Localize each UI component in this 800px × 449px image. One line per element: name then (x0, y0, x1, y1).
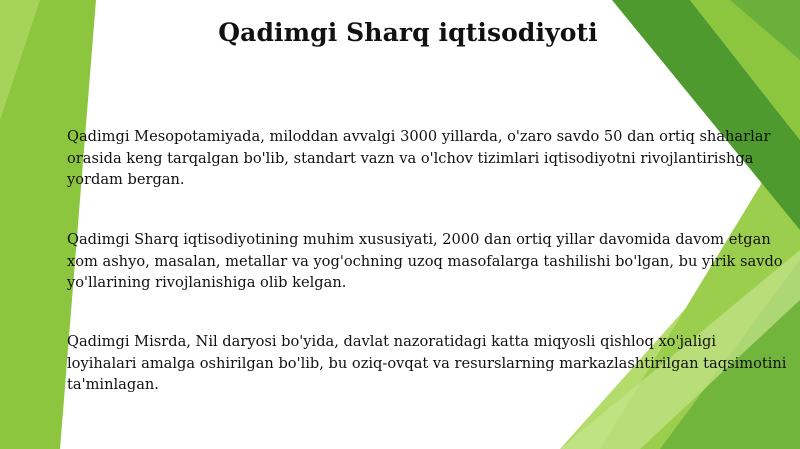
slide-title: Qadimgi Sharq iqtisodiyoti (218, 18, 598, 47)
paragraph-egypt: Qadimgi Misrda, Nil daryosi bo'yida, davlat nazoratidagi katta miqyosli qishloq xo'jaligi loyihalari amalga oshirilgan bo'lib, bu oziq-ovqat va resurslarning markazlashtirilgan taqsimotini ta'minlagan. (67, 333, 787, 393)
paragraph-ancient-east: Qadimgi Sharq iqtisodiyotining muhim xususiyati, 2000 dan ortiq yillar davomida davom etgan xom ashyo, masalan, metallar va yog'ochning uzoq masofalarga tashilishi bo'lgan, bu yirik savdo yo'llarining rivojlanishiga olib kelgan. (67, 231, 783, 291)
paragraph-mesopotamia: Qadimgi Mesopotamiyada, miloddan avvalgi 3000 yillarda, o'zaro savdo 50 dan ortiq shaharlar orasida keng tarqalgan bo'lib, standart vazn va o'lchov tizimlari iqtisodiyotni rivojlantirishga yordam bergan. (67, 128, 771, 188)
